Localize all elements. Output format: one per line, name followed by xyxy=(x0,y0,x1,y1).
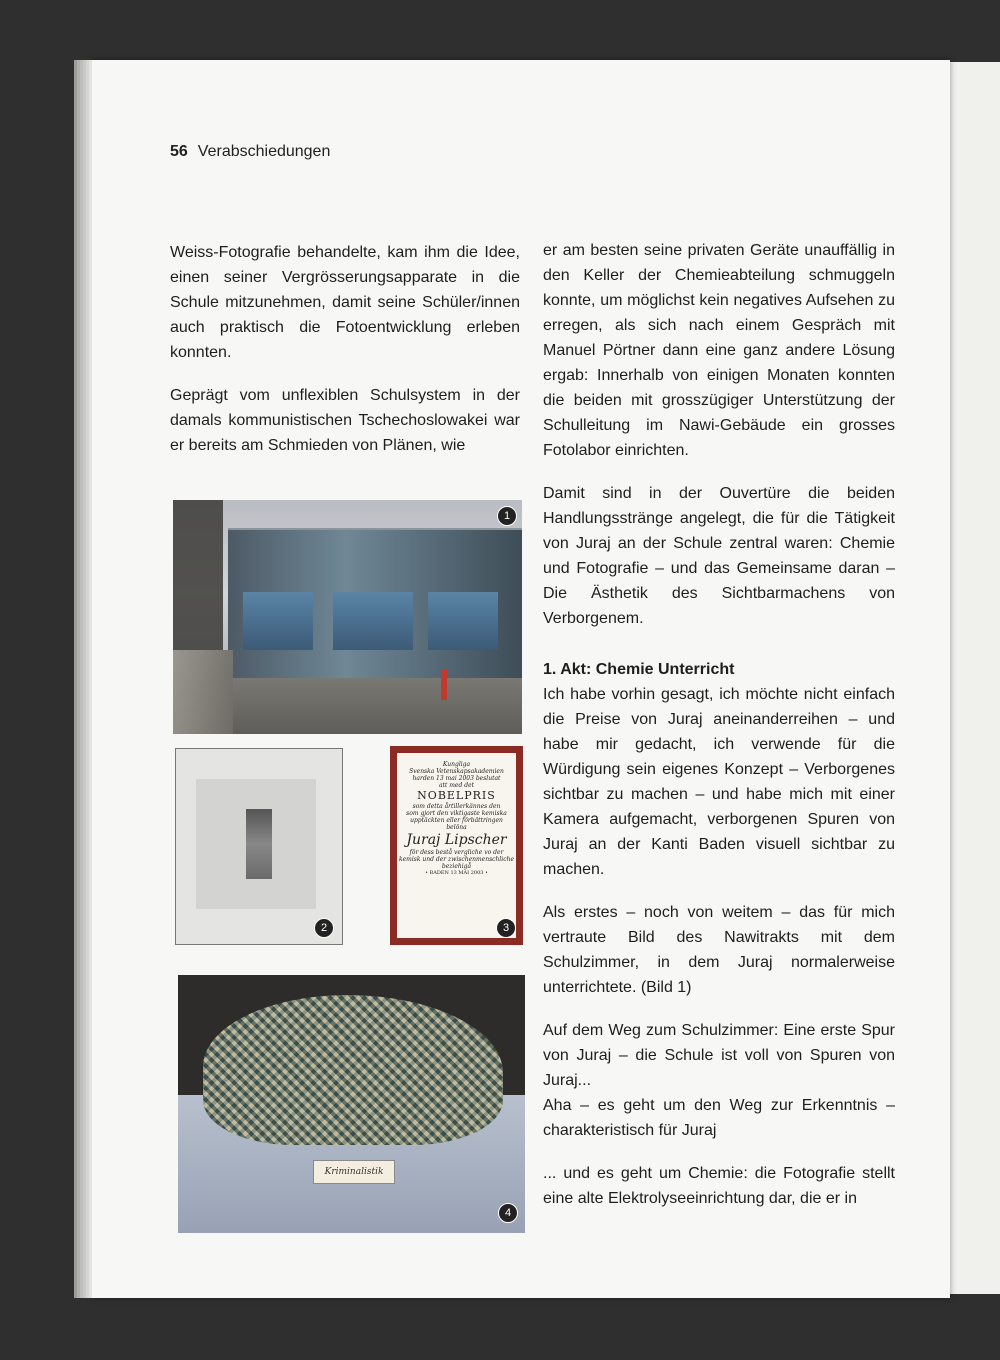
diploma-footer: • BADEN 13 MAI 2003 • xyxy=(425,870,488,876)
paragraph: er am besten seine privaten Geräte unauffällig in den Keller der Chemieabteilung schmuggeln konnte, um möglichst kein negatives Aufsehen zu erregen, als sich nach einem Gespräch mit Manuel Pörtner dann eine ganz andere Lösung ergab: Innerhalb von einigen Monaten konnten die beiden mit grosszügiger Unterstützung der Schulleitung im Nawi-Gebäude ein grosses Fotolabor einrichten. xyxy=(543,242,895,459)
photo-building xyxy=(173,500,522,734)
paragraph: Auf dem Weg zum Schulzimmer: Eine erste Spur von Juraj – die Schule ist voll von Spuren von Juraj... xyxy=(543,1022,895,1089)
diploma-title: NOBELPRIS xyxy=(417,789,496,802)
window-band xyxy=(428,592,498,650)
photo-diploma xyxy=(390,746,523,945)
diploma-line: kemisk und der zwischenmenschliche xyxy=(398,856,515,863)
footpath xyxy=(173,650,233,734)
paragraph: Aha – es geht um den Weg zur Erkenntnis – charakteristisch für Juraj xyxy=(543,1097,895,1139)
section-title: Verabschiedungen xyxy=(197,143,331,160)
electrolysis-device xyxy=(246,809,272,879)
diploma-line: beziehigå xyxy=(441,863,472,870)
hydrant xyxy=(441,670,447,700)
photo-cap xyxy=(178,975,525,1233)
diploma-line: som gjort den viktigaste kemiska xyxy=(406,810,507,817)
next-page-edge xyxy=(948,62,1000,1294)
paragraph: Weiss-Fotografie behandelte, kam ihm die Idee, einen seiner Vergrösserungsapparate in die Schule mitzunehmen, damit seine Schüler/innen auch praktisch die Fotoentwicklung erleben konnten. xyxy=(170,244,520,361)
diploma-line: som detta årtillerkännes den xyxy=(412,803,501,810)
paragraph: Als erstes – noch von weitem – das für mich vertraute Bild des Nawitrakts mit dem Schulzimmer, in dem Juraj normalerweise unterrichtete. (Bild 1) xyxy=(543,904,895,996)
left-column xyxy=(170,240,520,476)
window-band xyxy=(243,592,313,650)
right-column xyxy=(543,238,895,1229)
diploma-line: harden 13 mai 2003 beslutat xyxy=(412,775,501,782)
paragraph: Geprägt vom unflexiblen Schulsystem in der damals kommunistischen Tschechoslowakei war er bereits am Schmieden von Plänen, wie xyxy=(170,387,520,454)
window-band xyxy=(333,592,413,650)
section-heading: 1. Akt: Chemie Unterricht xyxy=(543,661,735,678)
figure-badge: 2 xyxy=(314,918,334,938)
diploma-line: Kungliga xyxy=(442,761,471,768)
diploma-line: för dess bestå vergliche vo der xyxy=(409,849,504,856)
box-label: Kriminalistik xyxy=(313,1160,395,1184)
paragraph: Ich habe vorhin gesagt, ich möchte nicht einfach die Preise von Juraj aneinanderreihen – und habe mir gedacht, ich verwende für die Würdigung sein eigenes Konzept – Verborgenes sichtbar zu machen – und habe mich mit einer Kamera aufgemacht, verborgenen Spuren von Juraj an der Kanti Baden visuell sichtbar zu machen. xyxy=(543,686,895,878)
tree xyxy=(173,500,223,650)
photo-electrolysis xyxy=(175,748,343,945)
diploma xyxy=(397,753,516,938)
houndstooth-cap xyxy=(203,995,503,1145)
figure-badge: 4 xyxy=(498,1203,518,1223)
diploma-name: Juraj Lipscher xyxy=(406,832,507,848)
paragraph: ... und es geht um Chemie: die Fotografie stellt eine alte Elektrolyseeinrichtung dar, die er in xyxy=(543,1165,895,1207)
diploma-line: upptäckten eller förbättringen xyxy=(410,817,503,824)
page-number: 56 xyxy=(170,143,188,160)
diploma-line: belöna xyxy=(446,824,467,831)
paragraph: Damit sind in der Ouvertüre die beiden Handlungsstränge angelegt, die für die Tätigkeit von Juraj an der Schule zentral waren: Chemie und Fotografie – und das Gemeinsame daran – Die Ästhetik des Sichtbarmachens von Verborgenem. xyxy=(543,485,895,627)
figure-badge: 3 xyxy=(496,918,516,938)
figure-badge: 1 xyxy=(497,506,517,526)
running-header xyxy=(170,143,330,161)
diploma-line: att med det xyxy=(438,782,475,789)
diploma-line: Svenska Vetenskapsakademien xyxy=(409,768,504,775)
